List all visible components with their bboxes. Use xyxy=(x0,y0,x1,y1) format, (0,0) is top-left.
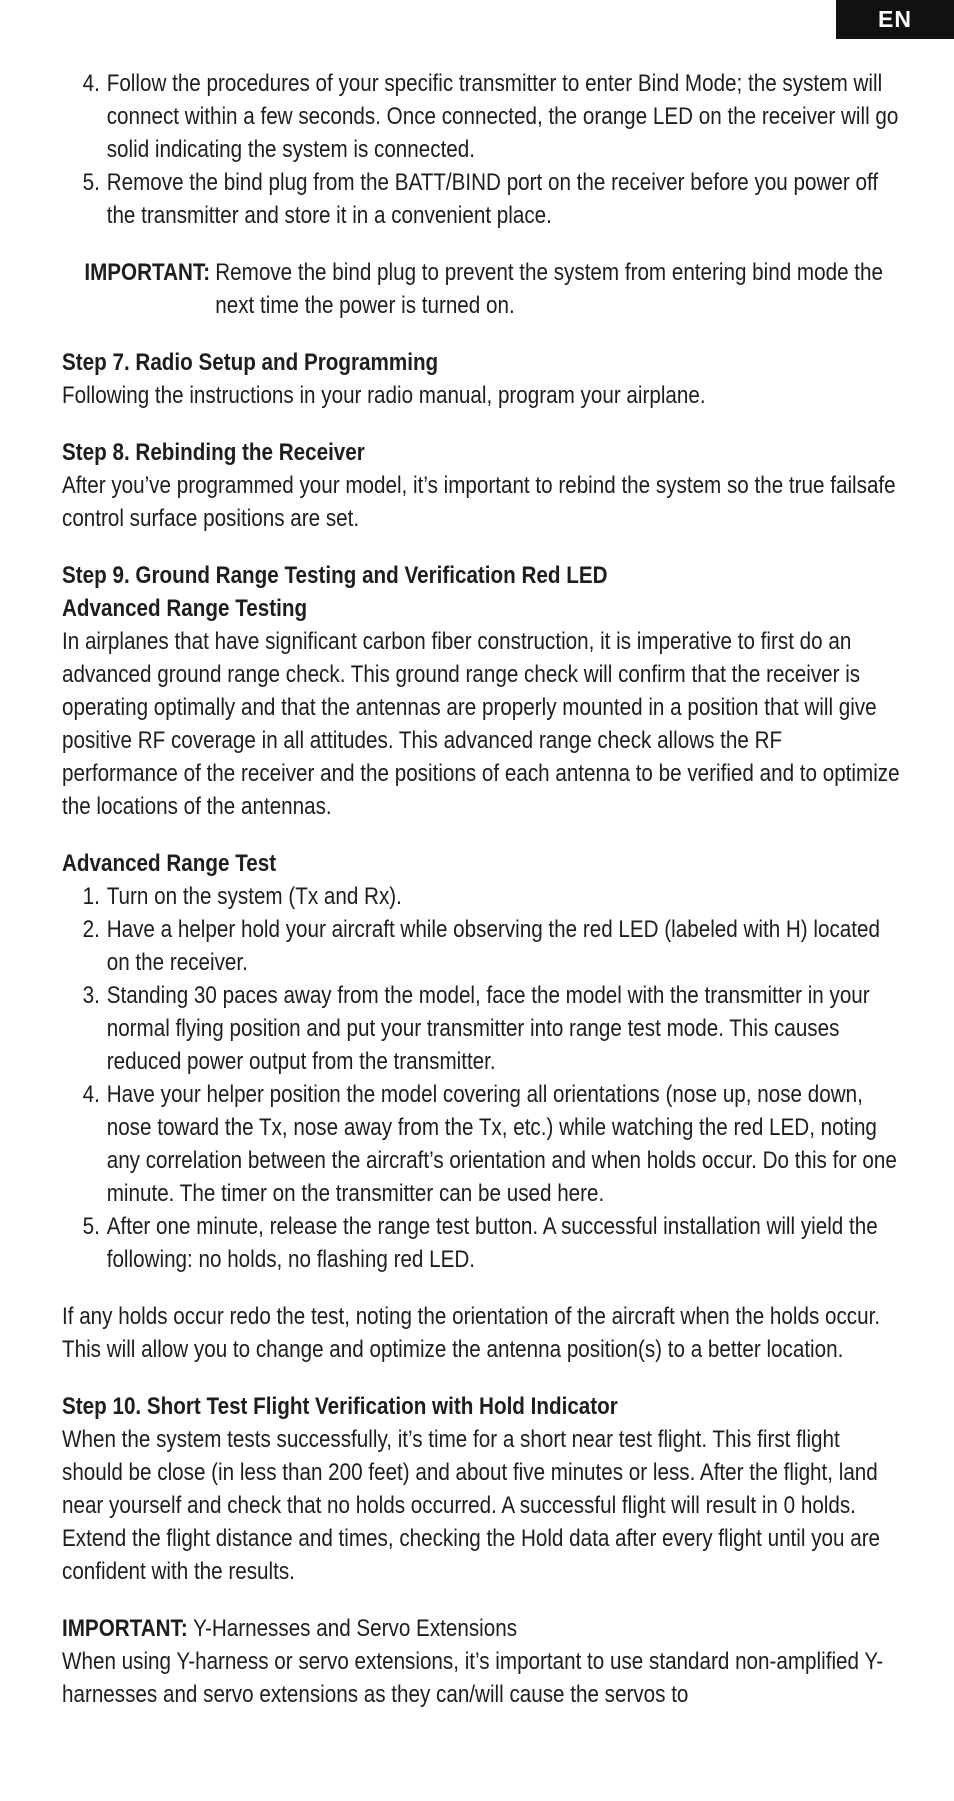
step-9-heading: Step 9. Ground Range Testing and Verification Red LED xyxy=(62,562,608,589)
step-7-section xyxy=(62,346,902,412)
list-number: 5. xyxy=(82,169,100,196)
step-7-heading: Step 7. Radio Setup and Programming xyxy=(62,349,439,376)
list-text: Have a helper hold your aircraft while observing the red LED (labeled with H) located on the receiver. xyxy=(106,916,880,976)
list-text: After one minute, release the range test button. A successful installation will yield the following: no holds, no flashing red LED. xyxy=(106,1213,878,1273)
list-number: 4. xyxy=(82,70,100,97)
important-note-bind-plug xyxy=(62,256,902,322)
step-9-text: In airplanes that have significant carbon fiber construction, it is imperative to first do an advanced ground range check. This ground range check will confirm that the receiver is operating optimally and that the antennas are properly mounted in a position that will give positive RF coverage in all attitudes. This advanced range check allows the RF performance of the receiver and the positions of each antenna to be verified and to optimize the locations of the antennas. xyxy=(62,628,900,820)
step-10-text: When the system tests successfully, it’s time for a short near test flight. This first flight should be close (in less than 200 feet) and about five minutes or less. After the flight, land near yourself and check that no holds occurred. A successful flight will result in 0 holds. Extend the flight distance and times, checking the Hold data after every flight until you are confident with the results. xyxy=(62,1426,881,1585)
step-9-section xyxy=(62,559,902,823)
important-y-harness-section xyxy=(62,1612,902,1711)
important-text: Remove the bind plug to prevent the system from entering bind mode the next time the power is turned on. xyxy=(215,259,883,319)
step-10-section xyxy=(62,1390,902,1588)
range-test-list xyxy=(62,880,902,1276)
step-8-text: After you’ve programmed your model, it’s important to rebind the system so the true failsafe control surface positions are set. xyxy=(62,472,896,532)
list-item xyxy=(62,67,902,166)
list-number: 1. xyxy=(82,883,100,910)
list-text: Remove the bind plug from the BATT/BIND port on the receiver before you power off the transmitter and store it in a convenient place. xyxy=(106,169,879,229)
important-y-harness-heading xyxy=(62,1612,902,1645)
range-test-section xyxy=(62,847,902,1276)
step-10-heading: Step 10. Short Test Flight Verification with Hold Indicator xyxy=(62,1393,618,1420)
list-text: Follow the procedures of your specific transmitter to enter Bind Mode; the system will connect within a few seconds. Once connected, the orange LED on the receiver will go solid indicating the system is connected. xyxy=(106,70,899,163)
list-text: Have your helper position the model covering all orientations (nose up, nose down, nose toward the Tx, nose away from the Tx, etc.) while watching the red LED, noting any correlation between the aircraft’s orientation and when holds occur. Do this for one minute. The timer on the transmitter can be used here. xyxy=(106,1081,897,1207)
list-item xyxy=(62,880,902,913)
range-test-heading: Advanced Range Test xyxy=(62,850,277,877)
step-7-text: Following the instructions in your radio manual, program your airplane. xyxy=(62,382,706,409)
list-item xyxy=(62,1078,902,1210)
list-number: 3. xyxy=(82,982,100,1009)
bind-steps-list xyxy=(62,67,902,232)
step-8-heading: Step 8. Rebinding the Receiver xyxy=(62,439,365,466)
important-title: Y-Harnesses and Servo Extensions xyxy=(193,1615,518,1642)
step-8-section xyxy=(62,436,902,535)
list-number: 2. xyxy=(82,916,100,943)
range-test-followup xyxy=(62,1300,902,1366)
step-9-subheading: Advanced Range Testing xyxy=(62,595,308,622)
list-item xyxy=(62,979,902,1078)
manual-page-content xyxy=(62,67,902,1711)
list-item xyxy=(62,166,902,232)
list-number: 4. xyxy=(82,1081,100,1108)
list-item xyxy=(62,1210,902,1276)
important-y-harness-text: When using Y-harness or servo extensions, it’s important to use standard non-amplified Y-harnesses and servo extensions as they can/will cause the servos to xyxy=(62,1648,884,1708)
range-test-after-text: If any holds occur redo the test, noting the orientation of the aircraft when the holds occur. This will allow you to change and optimize the antenna position(s) to a better location. xyxy=(62,1303,881,1363)
list-text: Standing 30 paces away from the model, face the model with the transmitter in your normal flying position and put your transmitter into range test mode. This causes reduced power output from the transmitter. xyxy=(106,982,870,1075)
important-label: IMPORTANT: xyxy=(62,1615,188,1642)
important-label: IMPORTANT: xyxy=(84,259,211,286)
language-tab: EN xyxy=(836,0,954,39)
list-item xyxy=(62,913,902,979)
list-number: 5. xyxy=(82,1213,100,1240)
list-text: Turn on the system (Tx and Rx). xyxy=(106,883,402,910)
